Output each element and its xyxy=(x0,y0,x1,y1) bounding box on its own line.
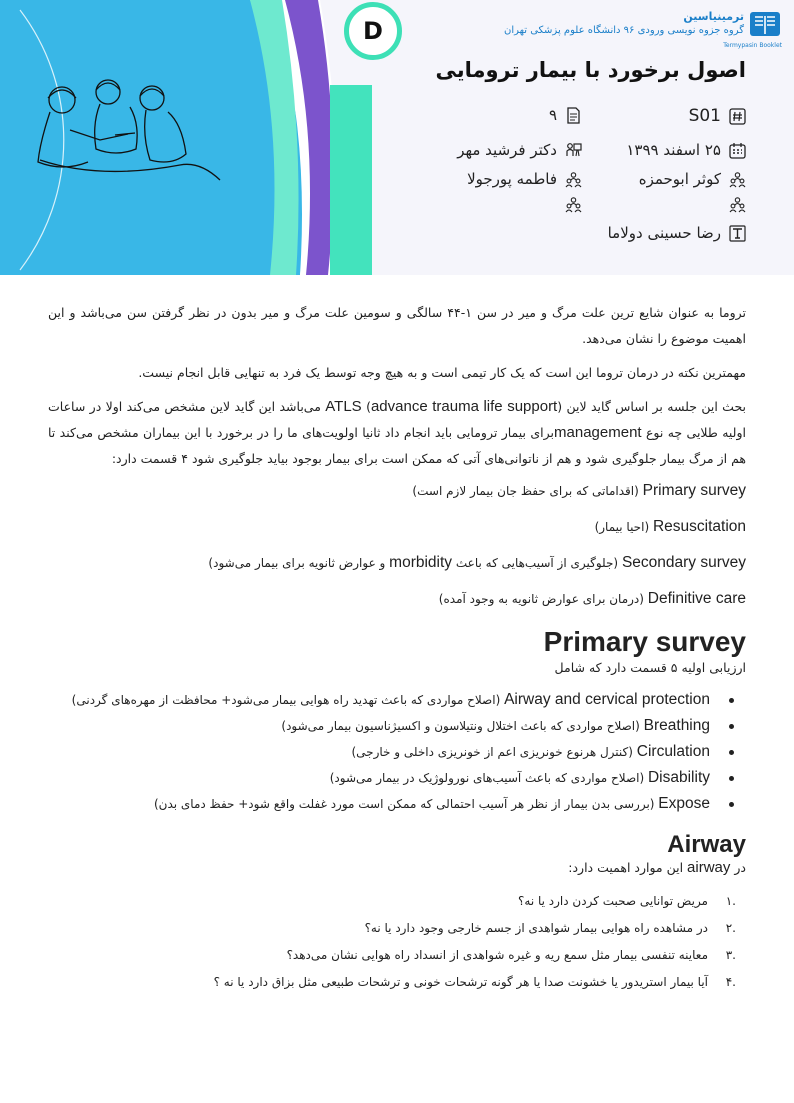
list-item xyxy=(48,969,736,996)
paragraph-1: تروما به عنوان شایع ترین علت مرگ و میر در سن ۱-۴۴ سالگی و سومین علت مرگ و میر بدون در نظر گرفتن سن می‌باشد و این اهمیت موضوع را نشان می‌دهد. xyxy=(48,305,747,346)
editor-name: رضا حسینی دولاما xyxy=(607,224,721,242)
survey-fa-2: و عوارض ثانویه برای بیمار می‌شود) xyxy=(208,556,386,570)
teal-block xyxy=(330,85,372,275)
meta-lecturer xyxy=(457,141,582,159)
document-body xyxy=(48,300,746,996)
category-badge: D xyxy=(344,2,402,60)
meta-pages xyxy=(549,106,582,124)
item-text: مریض توانایی صحبت کردن دارد یا نه؟ xyxy=(518,894,708,908)
session-code: S01 xyxy=(688,106,721,126)
primary-survey-heading: Primary survey xyxy=(543,626,746,657)
document-icon xyxy=(565,107,582,124)
item-number: .۱ xyxy=(725,894,736,908)
survey-fa: (جلوگیری از آسیب‌هایی که باعث xyxy=(455,556,619,570)
group-icon xyxy=(729,196,746,213)
airway-term: airway xyxy=(687,859,731,876)
survey-en: Definitive care xyxy=(647,590,746,607)
meta-writer2 xyxy=(467,170,582,188)
p3-paren: ( xyxy=(366,399,371,414)
writer-name-1: کوثر ابوحمزه xyxy=(638,170,721,188)
survey-en: Primary survey xyxy=(642,482,746,499)
paragraph-3 xyxy=(48,394,746,472)
brand-name: ترمینیاسین xyxy=(683,10,744,23)
survey-item xyxy=(48,518,746,536)
list-item xyxy=(48,915,736,942)
group-icon xyxy=(729,171,746,188)
primary-survey-intro: ارزیابی اولیه ۵ قسمت دارد که شامل xyxy=(554,660,746,675)
meta-date xyxy=(626,141,746,159)
list-item xyxy=(48,765,736,791)
logo-caption: Termypasin Booklet xyxy=(723,42,782,49)
airway-intro xyxy=(48,859,746,876)
airway-questions-list xyxy=(48,888,746,996)
page-count: ۹ xyxy=(548,106,557,124)
list-item xyxy=(48,791,736,817)
item-text: آیا بیمار استریدور یا خشونت صدا یا هر گونه ترشحات خونی و ترشحات طبیعی مثل بزاق دارد یا نه ؟ xyxy=(213,975,708,989)
item-en: Airway and cervical protection xyxy=(504,691,710,708)
meta-writer1 xyxy=(639,170,746,188)
item-number: .۴ xyxy=(725,975,736,989)
brand-block xyxy=(504,10,744,36)
survey-fa: (درمان برای عوارض ثانویه به وجود آمده) xyxy=(438,592,644,606)
item-en: Disability xyxy=(647,769,710,786)
survey-item xyxy=(48,554,746,572)
item-number: .۲ xyxy=(725,921,736,935)
survey-item xyxy=(48,590,746,608)
survey-fa: (اقداماتی که برای حفظ جان بیمار لازم است) xyxy=(412,484,639,498)
morbidity-term: morbidity xyxy=(389,554,453,571)
session-date: ۲۵ اسفند ۱۳۹۹ xyxy=(626,141,721,159)
item-en: Expose xyxy=(658,795,710,812)
list-item xyxy=(48,713,736,739)
book-icon xyxy=(723,8,782,49)
sky-shape xyxy=(0,0,305,275)
cover-artwork xyxy=(0,0,400,275)
item-fa: (کنترل هرنوع خونریزی اعم از خونریزی داخلی و خارجی) xyxy=(351,745,633,759)
hash-icon xyxy=(729,108,746,125)
airway-intro-b: این موارد اهمیت دارد: xyxy=(568,860,684,875)
item-en: Breathing xyxy=(643,717,710,734)
list-item xyxy=(48,888,736,915)
meta-group-extra xyxy=(729,196,746,213)
survey-en: Secondary survey xyxy=(621,554,746,571)
page-title: اصول برخورد با بیمار ترومایی xyxy=(435,58,746,82)
writer-name-2: فاطمه پورجولا xyxy=(467,170,557,188)
primary-survey-list xyxy=(48,687,746,817)
airway-heading: Airway xyxy=(667,831,746,858)
item-fa: (اصلاح مواردی که باعث تهدید راه هوایی بیمار می‌شود+ محافظت از مهره‌های گردنی) xyxy=(71,693,501,707)
p3-part-c: برای بیمار ترومایی باید انجام داد ثانیا اولویت‌های ما را در برخورد با این بیماران مشخص می‌کند تا هم از مرگ بیمار جلوگیری شود و هم از ناتوانی‌های آتی که ممکن است برای بیمار بوجود بیاید جلوگیری شود ۴ قسمت دارد: xyxy=(48,425,746,466)
group-icon xyxy=(565,196,582,213)
item-en: Circulation xyxy=(636,743,710,760)
survey-fa: (احیا بیمار) xyxy=(594,520,650,534)
item-fa: (بررسی بدن بیمار از نظر هر آسیب احتمالی که ممکن است مورد غفلت واقع شود+ حفظ دمای بدن) xyxy=(153,797,655,811)
cover-header xyxy=(0,0,794,275)
meta-code xyxy=(689,106,746,126)
group-icon xyxy=(565,171,582,188)
p3-part-a: بحث این جلسه بر اساس گاید لاین xyxy=(566,399,746,414)
list-item xyxy=(48,942,736,969)
atls-full-term: advance trauma life support xyxy=(370,398,558,415)
item-text: معاینه تنفسی بیمار مثل سمع ریه و غیره شواهدی از انسداد راه هوایی نشان می‌دهد؟ xyxy=(286,948,708,962)
meta-editor xyxy=(608,224,746,242)
survey-item xyxy=(48,482,746,500)
list-item xyxy=(48,687,736,713)
item-number: .۳ xyxy=(725,948,736,962)
item-fa: (اصلاح مواردی که باعث آسیب‌های نورولوژیک در بیمار می‌شود) xyxy=(329,771,645,785)
p3-part-b: ) می‌باشد این گاید لاین مشخص می‌کند اولا در ساعات اولیه طلایی چه نوع xyxy=(48,399,746,440)
text-editor-icon xyxy=(729,225,746,242)
presenter-icon xyxy=(565,142,582,159)
atls-term: ATLS xyxy=(325,398,362,415)
calendar-icon xyxy=(729,142,746,159)
management-term: management xyxy=(554,424,642,441)
paragraph-2: مهمترین نکته در درمان تروما این است که یک کار تیمی است و به هیچ وجه توسط یک فرد به تنهایی قابل انجام نیست. xyxy=(138,365,746,380)
lecturer-name: دکتر فرشید مهر xyxy=(457,141,557,159)
brand-subtitle: گروه جزوه نویسی ورودی ۹۶ دانشگاه علوم پزشکی تهران xyxy=(503,25,744,36)
airway-intro-a: در xyxy=(734,860,746,875)
survey-en: Resuscitation xyxy=(652,518,746,535)
meta-group-extra-2 xyxy=(565,196,582,213)
list-item xyxy=(48,739,736,765)
item-fa: (اصلاح مواردی که باعث اختلال ونتیلاسون و اکسیژناسیون بیمار می‌شود) xyxy=(281,719,640,733)
item-text: در مشاهده راه هوایی بیمار شواهدی از جسم خارجی وجود دارد یا نه؟ xyxy=(364,921,708,935)
